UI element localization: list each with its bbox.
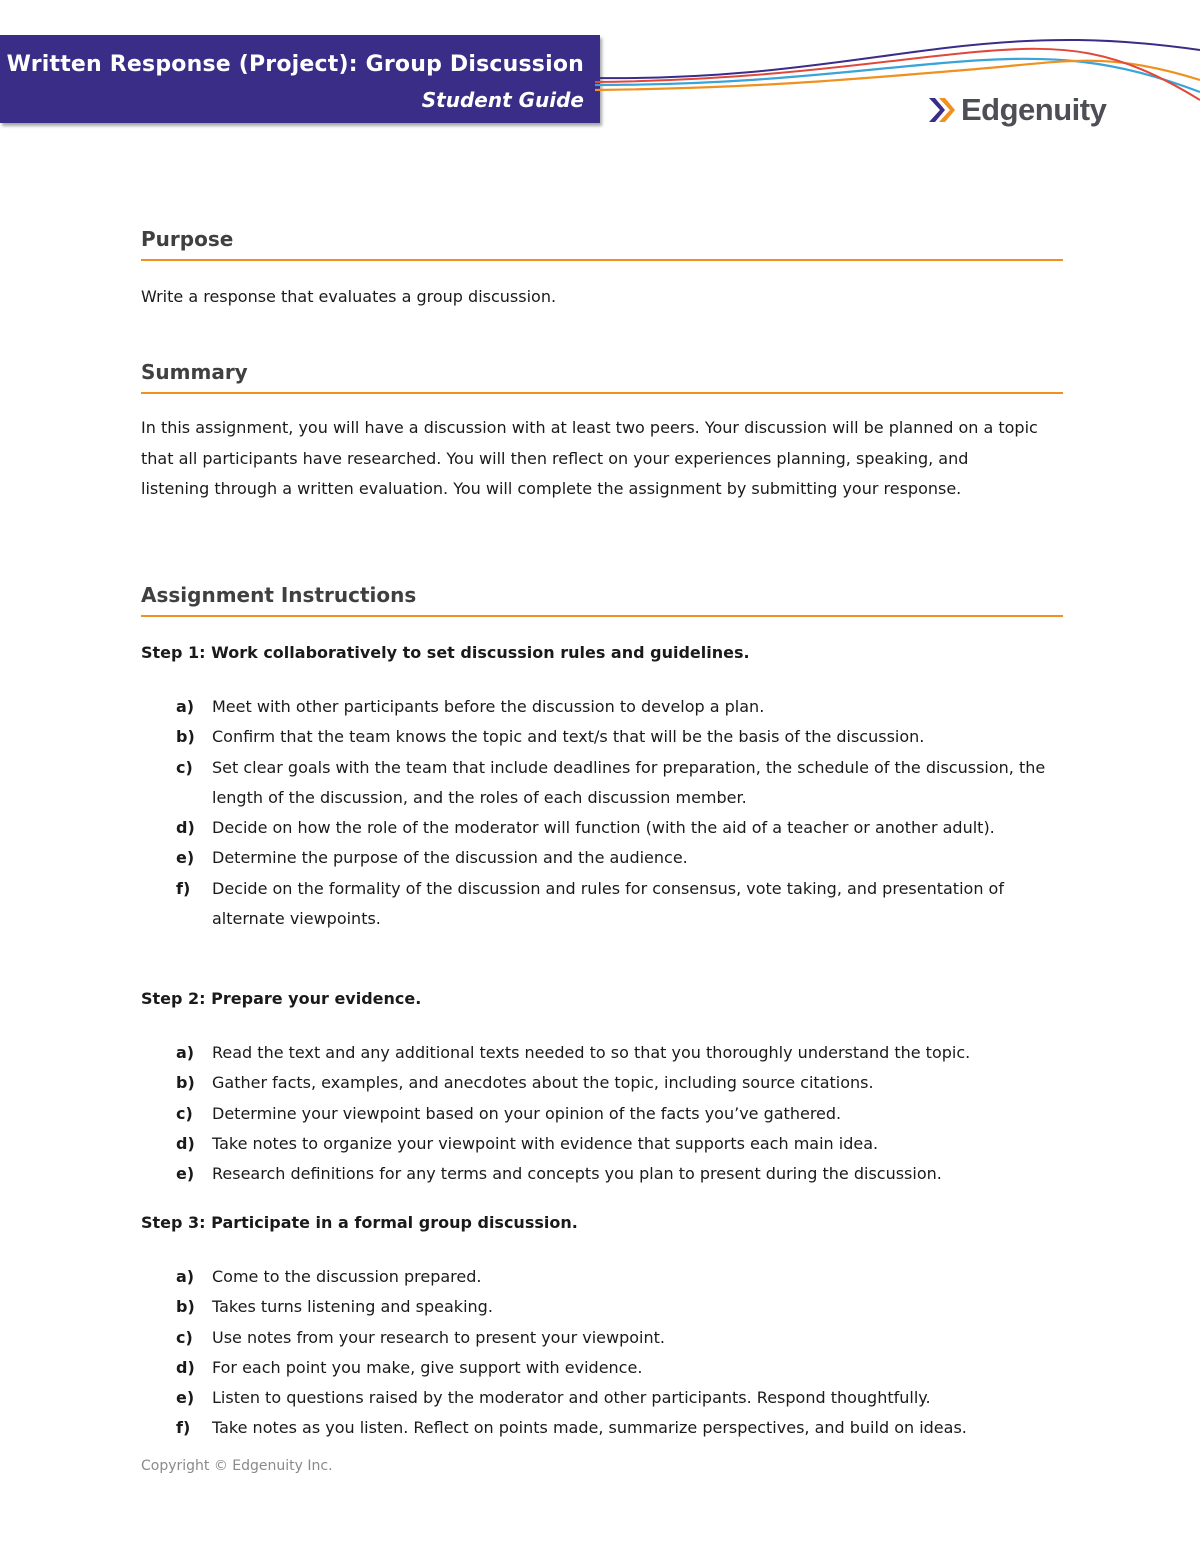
step-2-title: Step 2: Prepare your evidence. — [141, 989, 422, 1008]
step-3-list — [141, 1262, 1063, 1444]
purpose-text: Write a response that evaluates a group discussion. — [141, 287, 557, 306]
decorative-waves — [595, 30, 1200, 110]
document-title: Written Response (Project): Group Discussion — [6, 52, 584, 77]
purpose-heading: Purpose — [141, 227, 1063, 261]
list-item: d) Take notes to organize your viewpoint with evidence that supports each main idea. — [176, 1133, 879, 1153]
edgenuity-x-icon — [925, 93, 959, 127]
list-item: a) Meet with other participants before the discussion to develop a plan. — [176, 697, 765, 716]
list-item: f) Take notes as you listen. Reflect on points made, summarize perspectives, and build on ideas. — [176, 1418, 967, 1438]
list-item: f) Decide on the formality of the discussion and rules for consensus, vote taking, and presentation of alternate viewpoints. — [176, 878, 1004, 929]
summary-text: In this assignment, you will have a discussion with at least two peers. Your discussion will be planned on a topic that all participants have researched. You will then reflect on your experiences planning, speaking, and listening through a written evaluation. You will complete the assignment by submitting your response. — [141, 418, 1038, 498]
list-item: b) Gather facts, examples, and anecdotes about the topic, including source citations. — [176, 1073, 874, 1093]
list-item: e) Research definitions for any terms and concepts you plan to present during the discussion. — [176, 1164, 942, 1184]
step-1-title: Step 1: Work collaboratively to set discussion rules and guidelines. — [141, 643, 750, 662]
list-item: c) Use notes from your research to present your viewpoint. — [176, 1327, 665, 1347]
list-item: a) Read the text and any additional texts needed to so that you thoroughly understand the topic. — [176, 1043, 971, 1062]
list-item: b) Confirm that the team knows the topic and text/s that will be the basis of the discussion. — [176, 727, 925, 747]
list-item: d) For each point you make, give support with evidence. — [176, 1357, 643, 1377]
instructions-heading: Assignment Instructions — [141, 583, 1063, 617]
step-3-title: Step 3: Participate in a formal group discussion. — [141, 1213, 578, 1232]
list-item: c) Determine your viewpoint based on your opinion of the facts you’ve gathered. — [176, 1103, 842, 1123]
step-1-list — [141, 692, 1063, 934]
list-item: c) Set clear goals with the team that include deadlines for preparation, the schedule of the discussion, the length of the discussion, and the roles of each discussion member. — [176, 757, 1046, 807]
copyright-footer: Copyright © Edgenuity Inc. — [141, 1458, 333, 1474]
list-item: e) Determine the purpose of the discussion and the audience. — [176, 848, 688, 868]
list-item: a) Come to the discussion prepared. — [176, 1267, 482, 1286]
list-item: e) Listen to questions raised by the moderator and other participants. Respond thoughtfully. — [176, 1388, 931, 1408]
header-band — [0, 35, 600, 123]
step-2-list — [141, 1038, 1063, 1189]
summary-heading: Summary — [141, 360, 1063, 394]
logo-text: Edgenuity — [961, 92, 1107, 127]
document-subtitle: Student Guide — [421, 88, 584, 112]
list-item: b) Takes turns listening and speaking. — [176, 1297, 493, 1317]
list-item: d) Decide on how the role of the moderator will function (with the aid of a teacher or another adult). — [176, 818, 995, 838]
edgenuity-logo — [925, 88, 1106, 132]
